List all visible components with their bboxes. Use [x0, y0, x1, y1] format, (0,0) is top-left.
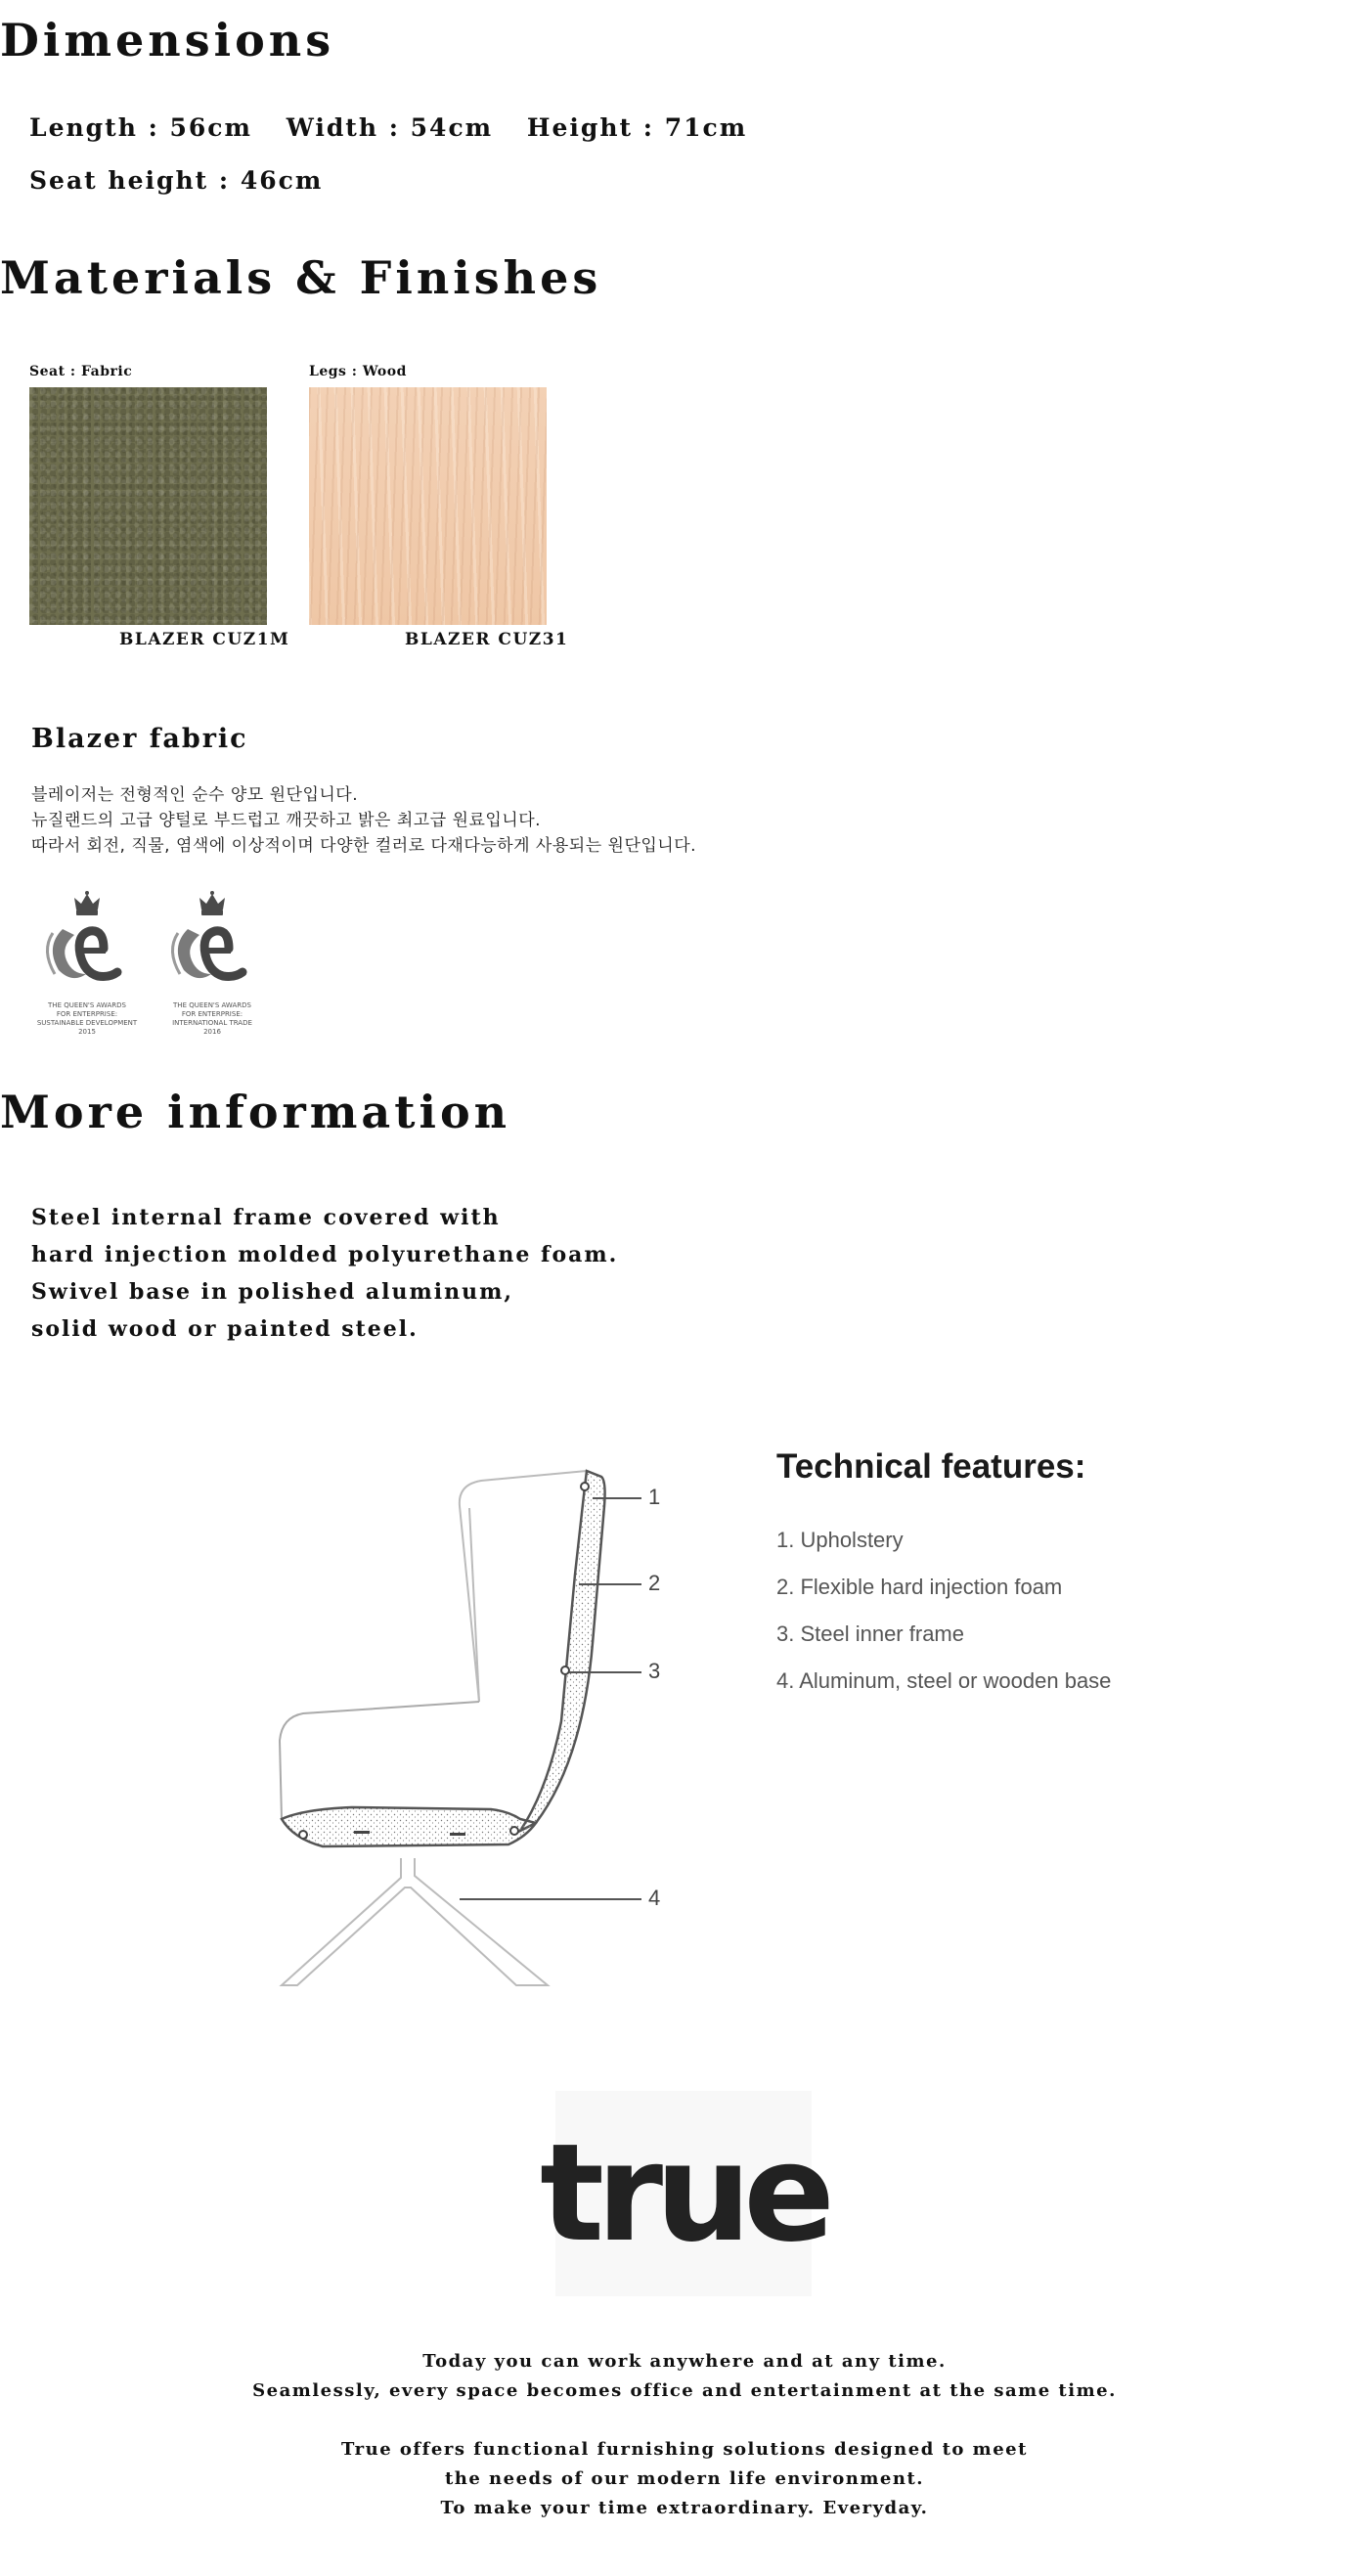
seat-height-value: Seat height : 46cm	[29, 166, 324, 195]
legs-material-label: Legs : Wood	[309, 364, 407, 379]
footer-line: True offers functional furnishing solutions designed to meet	[341, 2439, 1028, 2460]
wood-swatch[interactable]	[309, 387, 547, 625]
height-value: Height : 71cm	[526, 113, 748, 142]
fabric-line: 뉴질랜드의 고급 양털로 부드럽고 깨끗하고 밝은 최고급 원료입니다.	[31, 811, 542, 830]
callout-1: 1	[648, 1485, 661, 1509]
chair-technical-drawing	[264, 1467, 694, 1995]
info-line: solid wood or painted steel.	[31, 1316, 419, 1342]
technical-features-title: Technical features:	[776, 1447, 1086, 1486]
info-line: Steel internal frame covered with	[31, 1205, 501, 1230]
footer-text	[0, 2347, 1369, 2523]
info-line: Swivel base in polished aluminum,	[31, 1279, 514, 1305]
logo-text: true	[540, 2114, 827, 2272]
dimensions-title: Dimensions	[0, 14, 335, 67]
info-line: hard injection molded polyurethane foam.	[31, 1242, 619, 1267]
foam-shell-seat	[282, 1807, 536, 1846]
award-caption: THE QUEEN'S AWARDS FOR ENTERPRISE: SUSTAINABLE DEVELOPMENT 2015	[36, 1001, 138, 1036]
width-value: Width : 54cm	[286, 113, 494, 142]
dimensions-row	[29, 113, 771, 142]
chair-base	[282, 1858, 548, 1985]
callout-2: 2	[648, 1571, 661, 1595]
footer-spacer	[0, 2406, 1369, 2435]
wood-code: BLAZER CUZ31	[405, 630, 569, 649]
queens-award-emblem-icon	[158, 890, 266, 998]
brand-logo	[540, 2091, 827, 2296]
award-sustainable	[33, 890, 141, 1037]
footer-line: To make your time extraordinary. Everyday.	[440, 2498, 929, 2518]
length-value: Length : 56cm	[29, 113, 252, 142]
award-international	[158, 890, 266, 1037]
fabric-line: 블레이저는 전형적인 순수 양모 원단입니다.	[31, 785, 359, 805]
foam-shell-back	[520, 1471, 605, 1831]
fabric-swatch[interactable]	[29, 387, 267, 625]
feature-upholstery: 1. Upholstery	[776, 1528, 904, 1552]
footer-line: Today you can work anywhere and at any time.	[422, 2351, 947, 2372]
footer-line: Seamlessly, every space becomes office and entertainment at the same time.	[252, 2380, 1117, 2401]
award-caption: THE QUEEN'S AWARDS FOR ENTERPRISE: INTERNATIONAL TRADE 2016	[172, 1001, 252, 1036]
footer-line: the needs of our modern life environment.	[444, 2468, 925, 2489]
fabric-line: 따라서 회전, 직물, 염색에 이상적이며 다양한 컬러로 다재다능하게 사용되는 원단입니다.	[31, 836, 697, 856]
fabric-title: Blazer fabric	[31, 724, 248, 754]
materials-title: Materials & Finishes	[0, 251, 602, 304]
fabric-code: BLAZER CUZ1M	[119, 630, 290, 649]
seat-material-label: Seat : Fabric	[29, 364, 133, 379]
feature-base: 4. Aluminum, steel or wooden base	[776, 1668, 1112, 1693]
callout-3: 3	[648, 1659, 661, 1683]
feature-foam: 2. Flexible hard injection foam	[776, 1575, 1063, 1599]
more-info-title: More information	[0, 1086, 511, 1138]
queens-award-emblem-icon	[33, 890, 141, 998]
fabric-description	[31, 782, 696, 859]
more-info-body	[31, 1199, 618, 1348]
callout-4: 4	[648, 1886, 661, 1910]
chair-seat-outline	[280, 1702, 479, 1819]
feature-frame: 3. Steel inner frame	[776, 1621, 964, 1646]
